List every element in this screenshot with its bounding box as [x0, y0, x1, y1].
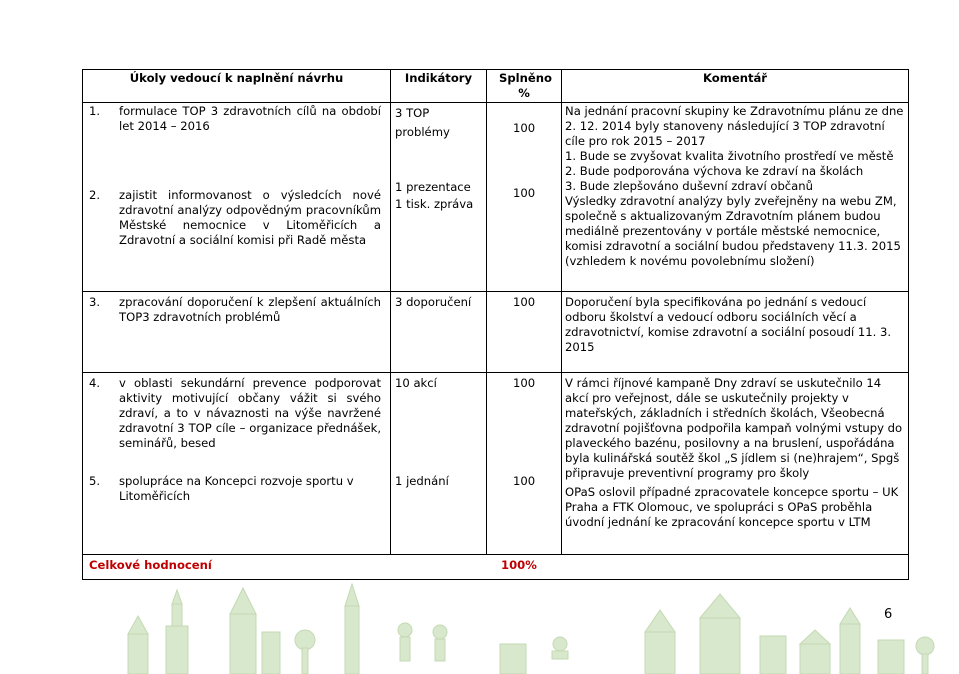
done-2: 100: [512, 186, 536, 200]
table-row-3: [83, 292, 909, 373]
indicator-5: 1 jednání: [395, 474, 449, 488]
comment-cell-4-5: [562, 373, 909, 555]
row-number-3: 3.: [89, 295, 101, 309]
indicator-cell-4-5: [391, 373, 487, 555]
task-text-4: v oblasti sekundární prevence podporovat aktivity motivující občany vážit si svého zdraví, a to v návaznosti na výše navržené zdravotní 3 TOP cíle – organizace přednášek, seminářů, besed: [119, 376, 381, 450]
indicator-cell-1-2: [391, 103, 487, 292]
city-illustration: [0, 574, 959, 674]
done-cell-4-5: [487, 373, 562, 555]
task-row-1: [83, 104, 390, 134]
table-row-group-1: [83, 103, 909, 292]
comment-4: V rámci říjnové kampaně Dny zdraví se uskutečnilo 14 akcí pro veřejnost, dále se uskutečnily projekty v mateřských, základních i středních školách, Všeobecná zdravotní pojišťovna podpořila kampaň volnými vstupy do plaveckého bazénu, posilovny a na bruslení, uspořádána byla kulinářská soutěž škol „S jídlem si (ne)hrajem“, Spgš připravuje preventivní programy pro školy: [565, 376, 903, 480]
task-text-2: zajistit informovanost o výsledcích nové zdravotní analýzy odpovědným pracovníkům Městské nemocnice v Litoměřicích a Zdravotní a sociální komisi při Radě města: [119, 188, 381, 247]
table-row-group-4: [83, 373, 909, 555]
comment-5: OPaS oslovil případné zpracovatele koncepce sportu – UK Praha a FTK Olomouc, ve spolupráci s OPaS proběhla úvodní jednání ke zpracování koncepce sportu v LTM: [565, 485, 899, 529]
done-3: 100: [487, 292, 562, 373]
done-4: 100: [512, 376, 536, 390]
comment-cell-1-2: [562, 103, 909, 292]
comment-1-item-3: 3. Bude zlepšováno duševní zdraví občanů: [565, 179, 813, 193]
row-number-5: 5.: [89, 474, 101, 488]
task-row-2: [83, 188, 390, 248]
task-row-4: [83, 376, 390, 451]
row-number-1: 1.: [89, 104, 101, 118]
done-cell-1-2: [487, 103, 562, 292]
task-text-3: zpracování doporučení k zlepšení aktuálních TOP3 zdravotních problémů: [119, 295, 381, 324]
task-row-5: [83, 474, 390, 504]
indicator-2: [395, 179, 486, 213]
done-5: 100: [512, 474, 536, 488]
indicator-4: 10 akcí: [395, 376, 437, 390]
comment-1: Na jednání pracovní skupiny ke Zdravotnímu plánu ze dne 2. 12. 2014 byly stanoveny následující 3 TOP zdravotní cíle pro rok 2015 – 2017: [565, 104, 904, 148]
header-task: Úkoly vedoucí k naplnění návrhu: [83, 70, 391, 103]
header-done-label: Splněno %: [499, 71, 552, 100]
comment-1-item-1: 1. Bude se zvyšovat kvalita životního prostředí ve městě: [565, 149, 894, 163]
header-indicators: Indikátory: [391, 70, 487, 103]
comment-3: Doporučení byla specifikována po jednání s vedoucí odboru školství a vedoucí odboru sociálních věcí a zdravotnictví, komise zdravotní a sociální posoudí 11. 3. 2015: [562, 292, 909, 373]
task-cell-3: [83, 292, 391, 373]
row-number-2: 2.: [89, 188, 101, 202]
header-done: [487, 70, 562, 103]
total-label: Celkové hodnocení: [89, 558, 212, 572]
task-cell-4-5: [83, 373, 391, 555]
indicator-1: 3 TOP problémy: [395, 106, 450, 139]
tasks-table: [82, 69, 909, 580]
task-cell-1-2: [83, 103, 391, 292]
comment-2: Výsledky zdravotní analýzy byly zveřejněny na webu ZM, společně s aktualizovaným Zdravotním plánem budou mediálně prezentovány v portále městské nemocnice, komisi zdravotní a sociální budou představeny 11.3. 2015 (vzhledem k novému povolebnímu složení): [565, 194, 901, 268]
indicator-3: 3 doporučení: [391, 292, 487, 373]
indicator-2-line-1: 1 prezentace: [395, 180, 471, 194]
page-number: 6: [884, 607, 893, 622]
indicator-2-line-2: 1 tisk. zpráva: [395, 197, 474, 211]
header-comment: Komentář: [562, 70, 909, 103]
task-text-5: spolupráce na Koncepci rozvoje sportu v Litoměřicích: [119, 474, 354, 503]
done-1: 100: [512, 121, 536, 135]
total-value: 100%: [501, 558, 537, 572]
table-header-row: [83, 70, 909, 103]
comment-1-item-2: 2. Bude podporována výchova ke zdraví na školách: [565, 164, 864, 178]
task-text-1: formulace TOP 3 zdravotních cílů na období let 2014 – 2016: [119, 104, 381, 133]
row-number-4: 4.: [89, 376, 101, 390]
